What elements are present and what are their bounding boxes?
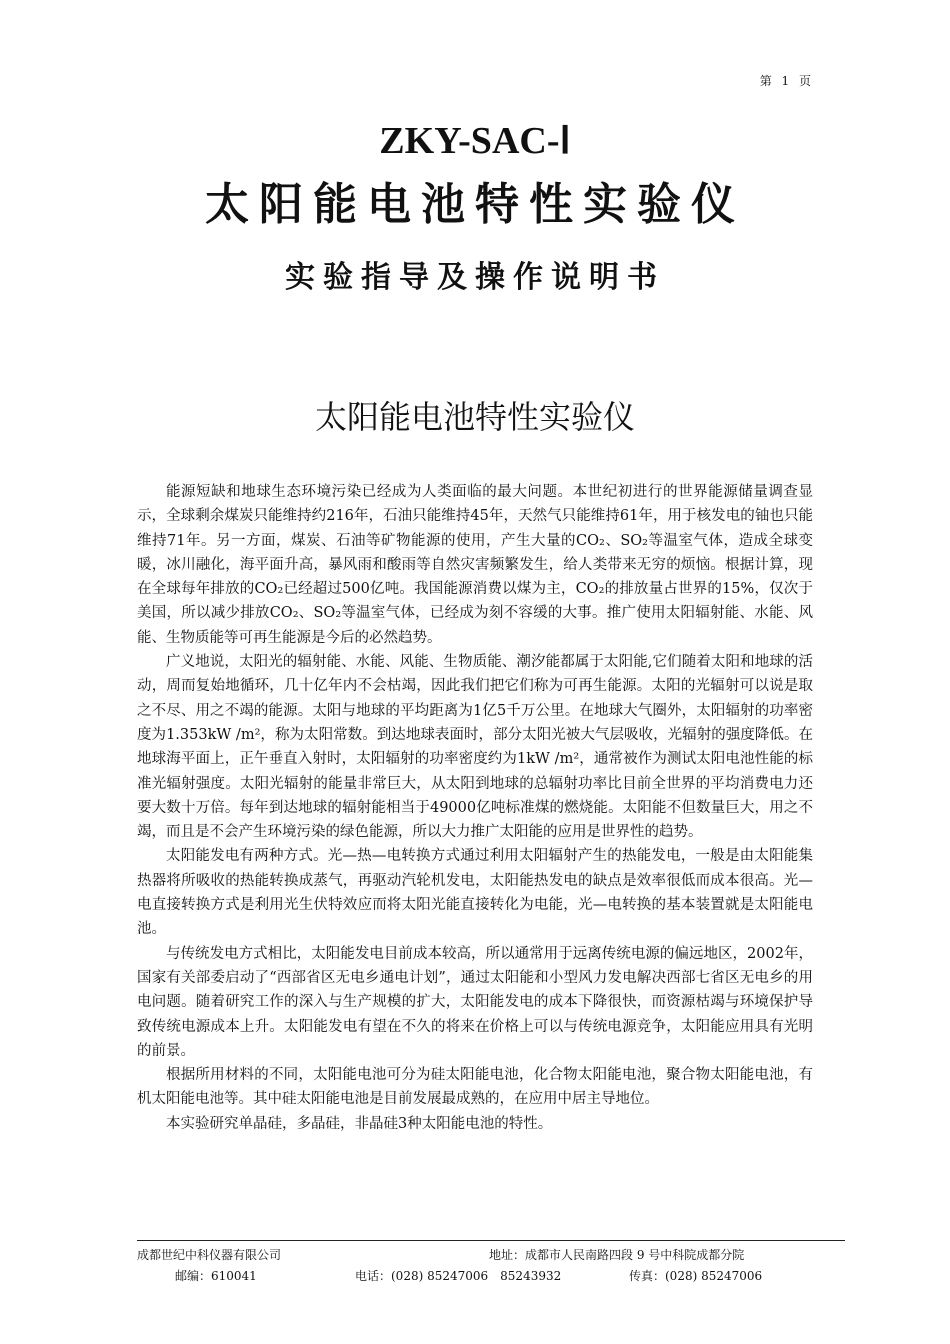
body-text [137, 480, 813, 1136]
footer-postcode: 邮编：610041 [175, 1269, 257, 1283]
product-title: 太阳能电池特性实验仪 [205, 179, 745, 230]
section-title: 太阳能电池特性实验仪 [314, 398, 635, 436]
paragraph: 能源短缺和地球生态环境污染已经成为人类面临的最大问题。本世纪初进行的世界能源储量调查显示，全球剩余煤炭只能维持约216年，石油只能维持45年，天然气只能维持61年，用于核发电的铀也只能维持71年。另一方面，煤炭、石油等矿物能源的使用，产生大量的CO₂、SO₂等温室气体，造成全球变暖，冰川融化，海平面升高，暴风雨和酸雨等自然灾害频繁发生，给人类带来无穷的烦恼。根据计算，现在全球每年排放的CO₂已经超过500亿吨。我国能源消费以煤为主，CO₂的排放量占世界的15%，仅次于美国，所以减少排放CO₂、SO₂等温室气体，已经成为刻不容缓的大事。推广使用太阳辐射能、水能、风能、生物质能等可再生能源是今后的必然趋势。 [137, 484, 813, 646]
paragraph: 本实验研究单晶硅，多晶硅，非晶硅3种太阳能电池的特性。 [166, 1115, 553, 1132]
paragraph: 根据所用材料的不同，太阳能电池可分为硅太阳能电池，化合物太阳能电池，聚合物太阳能电池，有机太阳能电池等。其中硅太阳能电池是目前发展最成熟的，在应用中居主导地位。 [137, 1067, 813, 1108]
paragraph: 广义地说，太阳光的辐射能、水能、风能、生物质能、潮汐能都属于太阳能,它们随着太阳和地球的活动，周而复始地循环，几十亿年内不会枯竭，因此我们把它们称为可再生能源。太阳的光辐射可以说是取之不尽、用之不竭的能源。太阳与地球的平均距离为1亿5千万公里。在地球大气圈外，太阳辐射的功率密度为1.353kW /m²，称为太阳常数。到达地球表面时，部分太阳光被大气层吸收，光辐射的强度降低。在地球海平面上，正午垂直入射时，太阳辐射的功率密度约为1kW /m²，通常被作为测试太阳电池性能的标准光辐射强度。太阳光辐射的能量非常巨大，从太阳到地球的总辐射功率比目前全世界的平均消费电力还要大数十万倍。每年到达地球的辐射能相当于49000亿吨标准煤的燃烧能。太阳能不但数量巨大，用之不竭，而且是不会产生环境污染的绿色能源，所以大力推广太阳能的应用是世界性的趋势。 [137, 654, 813, 841]
model-number: ZKY-SAC-Ⅰ [379, 120, 571, 162]
manual-subtitle: 实验指导及操作说明书 [285, 260, 665, 295]
footer-divider [137, 1240, 845, 1241]
footer-phone: 电话：(028) 85247006 85243932 [355, 1269, 562, 1283]
page-number: 第 1 页 [759, 74, 814, 88]
footer-fax: 传真：(028) 85247006 [629, 1269, 763, 1283]
footer-address: 地址：成都市人民南路四段 9 号中科院成都分院 [489, 1248, 745, 1262]
footer-company: 成都世纪中科仪器有限公司 [137, 1248, 282, 1262]
paragraph: 与传统发电方式相比，太阳能发电目前成本较高，所以通常用于远离传统电源的偏远地区，2002年，国家有关部委启动了“西部省区无电乡通电计划”，通过太阳能和小型风力发电解决西部七省区无电乡的用电问题。随着研究工作的深入与生产规模的扩大，太阳能发电的成本下降很快，而资源枯竭与环境保护导致传统电源成本上升。太阳能发电有望在不久的将来在价格上可以与传统电源竞争，太阳能应用具有光明的前景。 [137, 945, 813, 1059]
paragraph: 太阳能发电有两种方式。光—热—电转换方式通过利用太阳辐射产生的热能发电，一般是由太阳能集热器将所吸收的热能转换成蒸气，再驱动汽轮机发电，太阳能热发电的缺点是效率很低而成本很高。光—电直接转换方式是利用光生伏特效应而将太阳光能直接转化为电能，光—电转换的基本装置就是太阳能电池。 [137, 848, 813, 938]
